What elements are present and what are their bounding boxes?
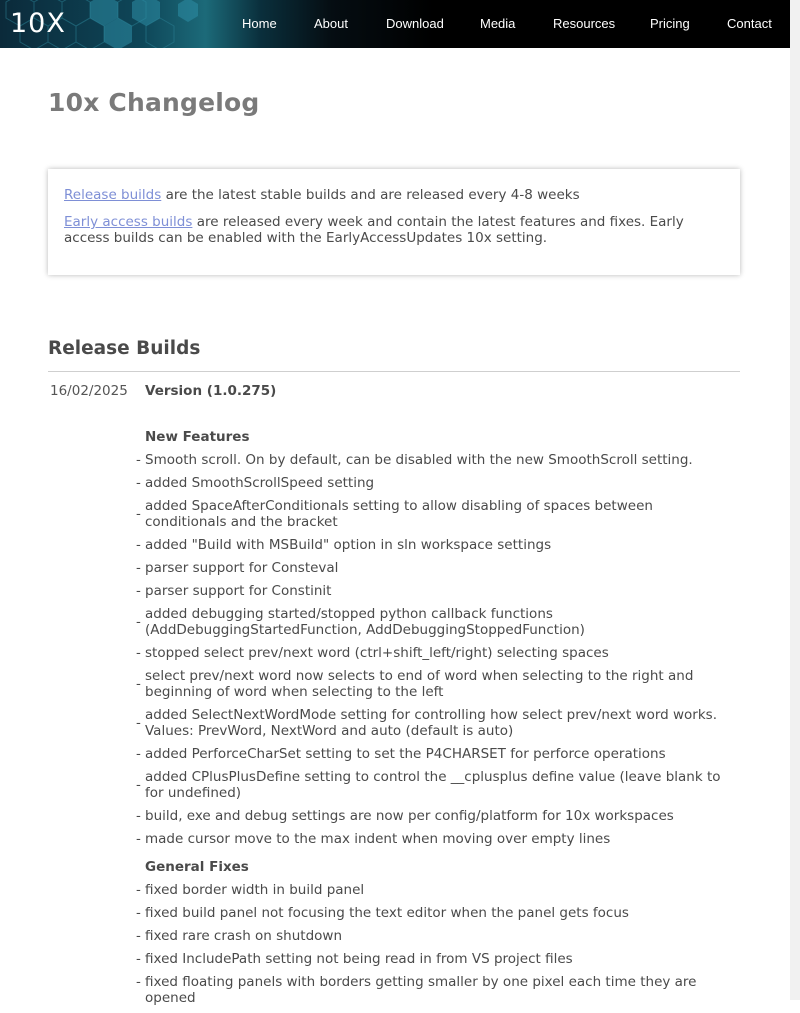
list-item: - added SelectNextWordMode setting for controlling how select prev/next word works. Values: PrevWord, NextWord and auto (default is auto) [136, 707, 717, 739]
list-item-text: fixed floating panels with borders getting smaller by one pixel each time they are opened [145, 974, 697, 1006]
list-item-text: build, exe and debug settings are now per config/platform for 10x workspaces [145, 808, 674, 824]
list-item: - fixed build panel not focusing the text editor when the panel gets focus [136, 905, 629, 921]
list-item-text: fixed IncludePath setting not being read in from VS project files [145, 951, 573, 967]
list-item: - fixed rare crash on shutdown [136, 928, 343, 944]
list-item: - added debugging started/stopped python callback functions (AddDebuggingStartedFunction, AddDebuggingStoppedFunction) [136, 606, 585, 638]
list-item: - added "Build with MSBuild" option in sln workspace settings [136, 537, 552, 553]
nav-download[interactable]: Download [386, 16, 444, 31]
top-navigation-bar [0, 0, 790, 48]
build-info-box [48, 169, 740, 275]
list-item: - fixed IncludePath setting not being read in from VS project files [136, 951, 573, 967]
nav-media[interactable]: Media [480, 16, 516, 31]
list-item: - added PerforceCharSet setting to set the P4CHARSET for perforce operations [136, 746, 666, 762]
list-item-text: fixed border width in build panel [145, 882, 365, 898]
list-item-text: select prev/next word now selects to end of word when selecting to the right and beginning of word when selecting to the left [145, 668, 694, 700]
list-item-text: Smooth scroll. On by default, can be disabled with the new SmoothScroll setting. [145, 452, 693, 468]
page-title: 10x Changelog [48, 88, 260, 117]
section-divider [48, 371, 740, 372]
list-item: - parser support for Constinit [136, 583, 332, 599]
new-features-list [134, 452, 734, 854]
main-nav [0, 0, 790, 48]
list-item-text: added SpaceAfterConditionals setting to allow disabling of spaces between conditionals and the bracket [145, 498, 653, 530]
list-item: - select prev/next word now selects to end of word when selecting to the right and beginning of word when selecting to the left [136, 668, 694, 700]
list-item: - fixed floating panels with borders getting smaller by one pixel each time they are opened [136, 974, 697, 1006]
release-builds-link[interactable]: Release builds [64, 187, 162, 203]
list-item-text: parser support for Consteval [145, 560, 339, 576]
nav-pricing[interactable]: Pricing [650, 16, 690, 31]
early-access-info-description: are released every week and contain the latest features and fixes. Early access builds can be enabled with the EarlyAccessUpdates 10x setting. [64, 214, 684, 246]
release-date: 16/02/2025 [50, 383, 128, 399]
release-builds-heading: Release Builds [48, 338, 201, 359]
list-item: - added SmoothScrollSpeed setting [136, 475, 375, 491]
page-scrollbar[interactable] [790, 0, 800, 1000]
list-item-text: added debugging started/stopped python callback functions (AddDebuggingStartedFunction, AddDebuggingStoppedFunction) [145, 606, 585, 638]
list-item: - made cursor move to the max indent when moving over empty lines [136, 831, 611, 847]
list-item: - Smooth scroll. On by default, can be disabled with the new SmoothScroll setting. [136, 452, 693, 468]
list-item-text: made cursor move to the max indent when moving over empty lines [145, 831, 611, 847]
list-item: - stopped select prev/next word (ctrl+shift_left/right) selecting spaces [136, 645, 609, 661]
list-item-text: added SmoothScrollSpeed setting [145, 475, 375, 491]
logo-10x[interactable]: 10X [10, 8, 66, 39]
release-info-description: are the latest stable builds and are released every 4-8 weeks [161, 187, 580, 203]
general-fixes-heading: General Fixes [145, 859, 249, 875]
nav-contact[interactable]: Contact [727, 16, 772, 31]
early-access-info-text [64, 214, 724, 246]
list-item-text: stopped select prev/next word (ctrl+shift_left/right) selecting spaces [145, 645, 609, 661]
list-item: - added CPlusPlusDefine setting to control the __cplusplus define value (leave blank to for undefined) [136, 769, 721, 801]
list-item-text: added PerforceCharSet setting to set the P4CHARSET for perforce operations [145, 746, 666, 762]
release-version: Version (1.0.275) [145, 383, 277, 399]
new-features-heading: New Features [145, 429, 250, 445]
nav-about[interactable]: About [314, 16, 348, 31]
release-info-text [64, 187, 724, 203]
list-item: - build, exe and debug settings are now per config/platform for 10x workspaces [136, 808, 674, 824]
list-item-text: fixed rare crash on shutdown [145, 928, 343, 944]
general-fixes-list [134, 882, 734, 1013]
list-item-text: parser support for Constinit [145, 583, 332, 599]
list-item: - fixed border width in build panel [136, 882, 365, 898]
list-item-text: added "Build with MSBuild" option in sln workspace settings [145, 537, 552, 553]
nav-resources[interactable]: Resources [553, 16, 616, 31]
list-item: - parser support for Consteval [136, 560, 339, 576]
early-access-builds-link[interactable]: Early access builds [64, 214, 193, 230]
list-item-text: added SelectNextWordMode setting for controlling how select prev/next word works. Values: PrevWord, NextWord and auto (default is auto) [145, 707, 717, 739]
list-item: - added SpaceAfterConditionals setting to allow disabling of spaces between conditionals and the bracket [136, 498, 653, 530]
list-item-text: added CPlusPlusDefine setting to control the __cplusplus define value (leave blank to for undefined) [145, 769, 721, 801]
nav-home[interactable]: Home [242, 16, 277, 31]
list-item-text: fixed build panel not focusing the text editor when the panel gets focus [145, 905, 629, 921]
